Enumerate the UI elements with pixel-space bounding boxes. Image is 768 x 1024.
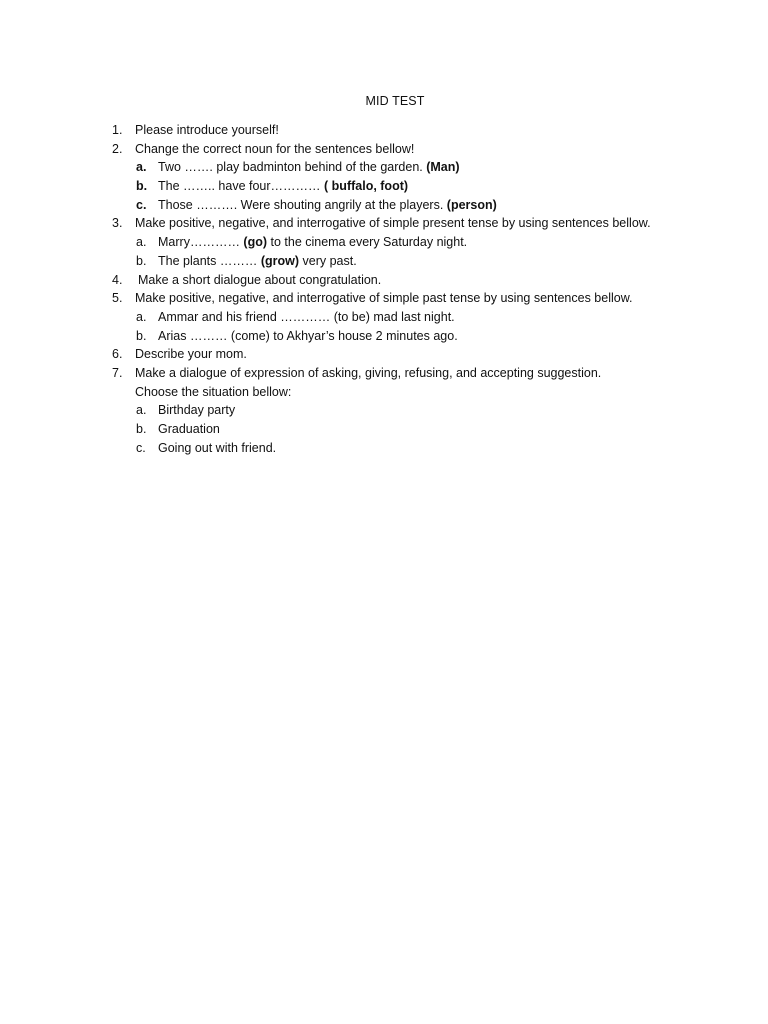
verb-hint: (go)	[243, 235, 268, 250]
question-7-instruction	[108, 383, 728, 402]
situation-option-c	[108, 439, 728, 458]
question-text: Make a short dialogue about congratulation.	[138, 272, 382, 287]
sub-question-3a	[108, 233, 728, 252]
sub-question-text	[158, 158, 460, 177]
sub-question-text	[158, 196, 497, 215]
question-number: 3.	[112, 216, 123, 231]
question-number: 5.	[112, 291, 123, 306]
sentence-start: Marry…………	[158, 235, 244, 250]
sub-question-letter: c.	[136, 197, 147, 212]
option-letter: a.	[136, 403, 147, 418]
instruction-text: Choose the situation bellow:	[135, 384, 292, 399]
question-number: 7.	[112, 365, 123, 380]
sub-question-letter: a.	[136, 309, 147, 324]
option-letter: c.	[136, 440, 146, 455]
question-1	[108, 121, 728, 140]
sub-question-2c	[108, 196, 728, 215]
sentence: The …….. have four…………	[158, 179, 325, 194]
word-hint: (Man)	[426, 160, 460, 175]
situation-option-b	[108, 420, 728, 439]
sub-question-text: Ammar and his friend ………… (to be) mad last night.	[158, 309, 455, 324]
sentence-end: to the cinema every Saturday night.	[267, 235, 468, 250]
sentence: Those ………. Were shouting angrily at the players.	[158, 197, 447, 212]
sub-question-letter: b.	[136, 179, 148, 194]
sub-question-2a	[108, 158, 728, 177]
sub-question-letter: a.	[136, 160, 147, 175]
question-number: 2.	[112, 141, 123, 156]
option-text: Going out with friend.	[158, 440, 277, 455]
question-text: Make a dialogue of expression of asking, giving, refusing, and accepting suggestion.	[135, 365, 602, 380]
question-text: Please introduce yourself!	[135, 123, 279, 137]
question-5	[108, 289, 728, 308]
sub-question-letter: b.	[136, 328, 147, 343]
question-7	[108, 364, 728, 383]
question-text: Change the correct noun for the sentences bellow!	[135, 141, 415, 156]
question-number: 4.	[112, 272, 123, 287]
sentence-end: very past.	[299, 253, 357, 268]
sub-question-5b	[108, 327, 728, 346]
sub-question-letter: a.	[136, 235, 147, 250]
verb-hint: (grow)	[260, 253, 300, 268]
question-text: Make positive, negative, and interrogative of simple present tense by using sentences bellow.	[135, 216, 651, 231]
word-hint: ( buffalo, foot)	[324, 179, 409, 194]
sub-question-2b	[108, 177, 728, 196]
sub-question-text	[158, 177, 408, 196]
sub-question-text	[158, 252, 357, 271]
page-title: MID TEST	[365, 94, 425, 108]
question-number: 1.	[112, 123, 123, 137]
sub-question-5a	[108, 308, 728, 327]
situation-option-a	[108, 401, 728, 420]
option-text: Birthday party	[158, 403, 236, 418]
option-text: Graduation	[158, 422, 220, 436]
sub-question-text: Arias ……… (come) to Akhyar’s house 2 minutes ago.	[158, 328, 458, 343]
question-3	[108, 214, 728, 233]
question-text: Describe your mom.	[135, 347, 247, 362]
question-list	[108, 121, 728, 457]
question-number: 6.	[112, 347, 123, 362]
question-4	[108, 271, 728, 290]
sentence-start: The plants ………	[158, 253, 261, 268]
sentence: Two ……. play badminton behind of the garden.	[158, 160, 427, 175]
word-hint: (person)	[446, 197, 497, 212]
sub-question-letter: b.	[136, 253, 147, 268]
question-text: Make positive, negative, and interrogative of simple past tense by using sentences bellow.	[135, 291, 633, 306]
option-letter: b.	[136, 422, 147, 436]
sub-question-text	[158, 233, 467, 252]
sub-question-3b	[108, 252, 728, 271]
question-2	[108, 140, 728, 159]
question-6	[108, 345, 728, 364]
